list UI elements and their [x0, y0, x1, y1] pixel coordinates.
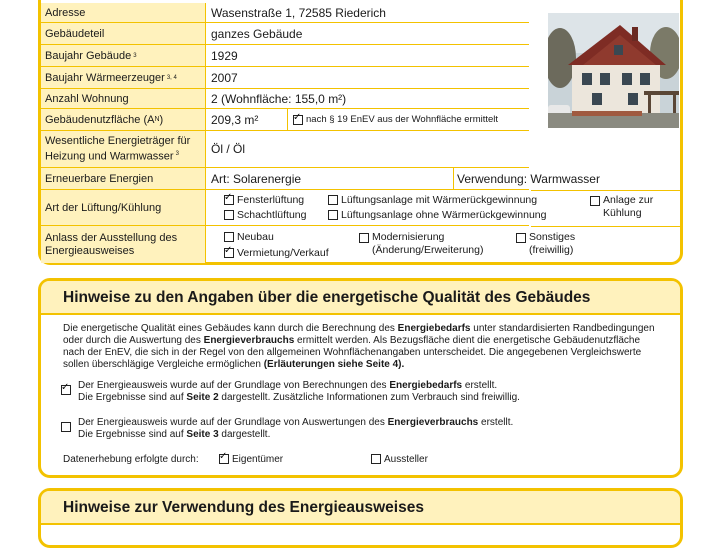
erhebung-eigentuemer-label: Eigentümer	[232, 454, 284, 465]
lueftung-mit-wrg[interactable]	[328, 194, 537, 206]
value-gebaeudeteil: ganzes Gebäude	[211, 26, 303, 41]
value-anzahl-wohnung: 2 (Wohnfläche: 155,0 m²)	[211, 91, 347, 106]
intro-bold: (Erläuterungen siehe Seite 4).	[263, 359, 405, 370]
label-nutzflaeche-sub: N	[154, 116, 160, 123]
hinweise-panel	[38, 278, 683, 478]
label-nutzflaeche	[41, 109, 206, 130]
label-baujahr-waerme	[41, 67, 206, 88]
intro-bold: Energiebedarfs	[397, 323, 471, 334]
checkbox-icon[interactable]	[371, 454, 381, 464]
house-image	[548, 13, 679, 128]
option-bedarf-text	[78, 380, 648, 404]
checkbox-checked-icon[interactable]	[224, 248, 234, 258]
value-baujahr-waerme: 2007	[211, 70, 238, 85]
erhebung-eigentuemer[interactable]	[219, 454, 283, 465]
anlass-vermietung-label: Vermietung/Verkauf	[237, 247, 329, 259]
verwendung-title: Hinweise zur Verwendung des Energieausweises	[63, 499, 424, 516]
value-adresse: Wasenstraße 1, 72585 Riederich	[211, 5, 386, 20]
intro-text: Die energetische Qualität eines Gebäudes kann durch die Berechnung des	[63, 323, 398, 334]
lueftung-ohne-wrg-label: Lüftungsanlage ohne Wärmerückgewinnung	[341, 209, 547, 221]
anlass-modernisierung-label: Modernisierung (Änderung/Erweiterung)	[372, 231, 484, 256]
value-erneuerbar-art: Art: Solarenergie	[211, 171, 302, 186]
row-baujahr-waerme	[41, 67, 529, 89]
option-bold: Energiebedarfs	[389, 380, 463, 391]
divider	[287, 109, 288, 130]
lueftung-fenster-label: Fensterlüftung	[237, 194, 305, 206]
label-erneuerbar: Erneuerbare Energien	[41, 168, 206, 189]
checkbox-checked-icon[interactable]	[219, 454, 229, 464]
option-text: Der Energieausweis wurde auf der Grundlage von Berechnungen des	[78, 380, 390, 391]
anlass-neubau[interactable]	[224, 231, 274, 243]
nutzflaeche-value: 209,3 m²	[211, 112, 259, 127]
option-bold: Energieverbrauchs	[387, 417, 479, 428]
option-bold: Seite 3	[186, 429, 219, 440]
anlass-modernisierung[interactable]	[359, 231, 489, 257]
option-text: dargestellt.	[218, 429, 271, 440]
datenerhebung-label: Datenerhebung erfolgte durch:	[63, 454, 199, 465]
verwendung-panel	[38, 488, 683, 548]
row-anzahl-wohnung	[41, 89, 529, 109]
checkbox-icon[interactable]	[224, 210, 234, 220]
lueftung-schacht-label: Schachtlüftung	[237, 209, 307, 221]
checkbox-checked-icon[interactable]	[61, 385, 71, 395]
value-erneuerbar-verwendung: Verwendung: Warmwasser	[457, 172, 600, 186]
building-data-table	[41, 3, 531, 263]
checkbox-checked-icon[interactable]	[224, 195, 234, 205]
row-energietraeger	[41, 131, 529, 168]
label-energietraeger-text: Wesentliche Energieträger für Heizung und Warmwasser	[45, 134, 191, 163]
erhebung-aussteller[interactable]	[371, 454, 428, 465]
nutzflaeche-check-label: nach § 19 EnEV aus der Wohnfläche ermittelt	[306, 114, 499, 125]
option-text: erstellt.	[478, 417, 514, 428]
label-adresse: Adresse	[41, 3, 206, 22]
checkbox-icon[interactable]	[61, 422, 71, 432]
label-anlass: Anlass der Ausstellung des Energieausweises	[41, 226, 206, 263]
erhebung-aussteller-label: Aussteller	[384, 454, 428, 465]
option-text: Die Ergebnisse sind auf	[78, 392, 187, 403]
footnote-ref: 3	[133, 52, 137, 59]
lueftung-fenster[interactable]	[224, 194, 304, 206]
checkbox-icon[interactable]	[328, 210, 338, 220]
lueftung-kuehlung-label: Anlage zur Kühlung	[603, 194, 654, 219]
footnote-ref: 3, 4	[166, 74, 177, 81]
row-gebaeudeteil	[41, 23, 529, 45]
option-text: Die Ergebnisse sind auf	[78, 429, 187, 440]
label-nutzflaeche-end: )	[159, 113, 164, 126]
checkbox-icon[interactable]	[359, 233, 369, 243]
footnote-ref: 3	[175, 150, 179, 157]
row-erneuerbar	[41, 168, 529, 190]
row-nutzflaeche	[41, 109, 529, 131]
value-energietraeger: Öl / Öl	[211, 142, 246, 156]
label-baujahr-waerme-text: Baujahr Wärmeerzeuger	[45, 71, 165, 84]
lueftung-mit-wrg-label: Lüftungsanlage mit Wärmerückgewinnung	[341, 194, 538, 206]
option-bedarf-checkbox[interactable]	[61, 381, 74, 399]
intro-text: unter standardisierten Randbedingungen oder durch die Auswertung des	[63, 323, 655, 346]
value-baujahr-gebaeude: 1929	[211, 48, 238, 63]
label-gebaeudeteil: Gebäudeteil	[41, 23, 206, 44]
building-photo	[548, 13, 679, 128]
option-verbrauch-checkbox[interactable]	[61, 418, 74, 436]
row-adresse	[41, 3, 529, 23]
nutzflaeche-check[interactable]	[293, 109, 498, 130]
intro-text: ermittelt werden. Als Bezugsfläche dient die energetische Gebäudenutzfläche nach der EnEV, die sich in der Regel von den allgemeinen Wohnflächenangaben unterscheidet. Die angegebenen Vergleichswerte sollen überschlägige Vergleiche ermöglichen	[63, 335, 642, 370]
lueftung-kuehlung[interactable]	[590, 194, 680, 220]
label-baujahr-gebaeude-text: Baujahr Gebäude	[45, 49, 132, 62]
label-anzahl-wohnung: Anzahl Wohnung	[41, 89, 206, 108]
building-data-panel	[38, 0, 683, 265]
checkbox-icon[interactable]	[590, 196, 600, 206]
lueftung-schacht[interactable]	[224, 209, 306, 221]
label-baujahr-gebaeude	[41, 45, 206, 66]
checkbox-checked-icon[interactable]	[293, 115, 303, 125]
option-text: dargestellt. Zusätzliche Informationen zum Verbrauch sind freiwillig.	[218, 392, 520, 403]
label-lueftung: Art der Lüftung/Kühlung	[41, 190, 206, 225]
anlass-sonstiges[interactable]	[516, 231, 606, 257]
anlass-neubau-label: Neubau	[237, 231, 274, 243]
checkbox-icon[interactable]	[224, 232, 234, 242]
lueftung-ohne-wrg[interactable]	[328, 209, 546, 221]
divider	[453, 168, 454, 189]
hinweise-title: Hinweise zu den Angaben über die energetische Qualität des Gebäudes	[63, 289, 591, 306]
row-baujahr-gebaeude	[41, 45, 529, 67]
checkbox-icon[interactable]	[516, 233, 526, 243]
option-bold: Seite 2	[186, 392, 219, 403]
option-text: erstellt.	[462, 380, 498, 391]
hinweise-intro	[63, 323, 658, 371]
label-nutzflaeche-text: Gebäudenutzfläche (A	[45, 113, 155, 126]
label-energietraeger	[41, 131, 206, 167]
option-verbrauch-text	[78, 417, 648, 441]
anlass-vermietung[interactable]	[224, 247, 329, 259]
intro-bold: Energieverbrauchs	[203, 335, 295, 346]
checkbox-icon[interactable]	[328, 195, 338, 205]
option-text: Der Energieausweis wurde auf der Grundlage von Auswertungen des	[78, 417, 388, 428]
anlass-sonstiges-label: Sonstiges (freiwillig)	[529, 231, 576, 256]
divider	[531, 168, 681, 191]
